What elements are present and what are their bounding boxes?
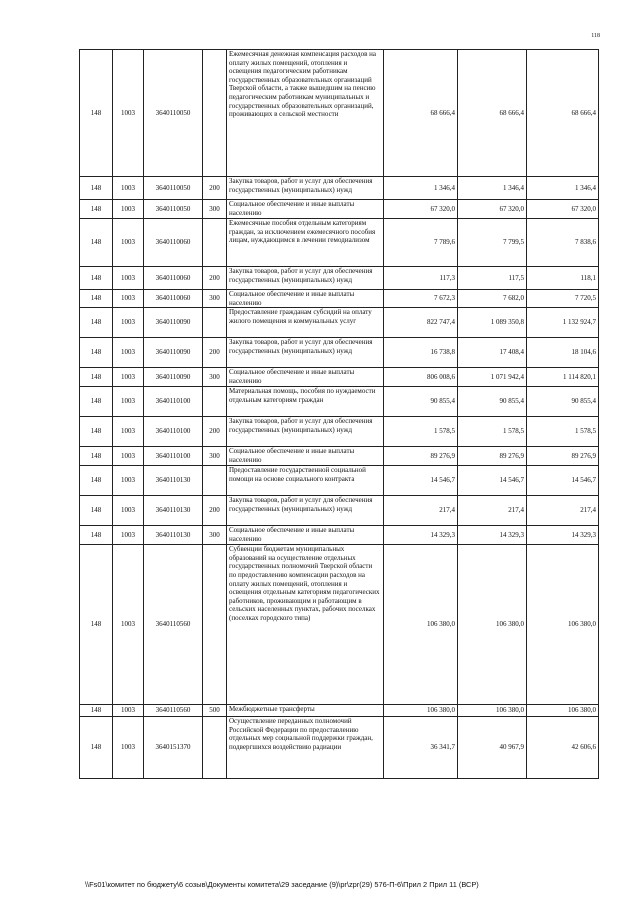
target-code-cell: 3640110060 [144, 267, 203, 290]
amount-year3-cell: 14 329,3 [527, 526, 599, 545]
target-code-cell: 3640110100 [144, 387, 203, 417]
description-cell: Закупка товаров, работ и услуг для обеспечения государственных (муниципальных) нужд [227, 267, 384, 290]
description-cell: Закупка товаров, работ и услуг для обеспечения государственных (муниципальных) нужд [227, 338, 384, 368]
page-number: 118 [591, 33, 600, 39]
target-code-cell: 3640110130 [144, 526, 203, 545]
section-code-cell: 1003 [113, 267, 144, 290]
target-code-cell: 3640110100 [144, 417, 203, 447]
expense-type-cell [203, 219, 227, 267]
expense-type-cell [203, 545, 227, 705]
table-row [80, 290, 599, 308]
description-cell: Социальное обеспечение и иные выплаты населению [227, 447, 384, 466]
amount-year3-cell: 217,4 [527, 496, 599, 526]
description-cell: Ежемесячная денежная компенсация расходов на оплату жилых помещений, отопления и освещения педагогическим работникам государственных образовательных организаций Тверской области, а также вышедшим на пенсию педагогическим работникам муниципальных и государственных образовательных организаций, проживающих в сельской местности [227, 50, 384, 177]
description-cell: Предоставление государственной социальной помощи на основе социального контракта [227, 466, 384, 496]
amount-year3-cell: 1 346,4 [527, 177, 599, 200]
description-cell: Социальное обеспечение и иные выплаты населению [227, 526, 384, 545]
amount-year2-cell: 1 089 350,8 [458, 308, 527, 338]
admin-code-cell: 148 [80, 447, 113, 466]
target-code-cell: 3640110130 [144, 466, 203, 496]
admin-code-cell: 148 [80, 219, 113, 267]
section-code-cell: 1003 [113, 290, 144, 308]
amount-year1-cell: 90 855,4 [384, 387, 458, 417]
expense-type-cell: 500 [203, 705, 227, 717]
target-code-cell: 3640110050 [144, 50, 203, 177]
description-cell: Закупка товаров, работ и услуг для обеспечения государственных (муниципальных) нужд [227, 496, 384, 526]
expense-type-cell [203, 50, 227, 177]
expense-type-cell: 200 [203, 267, 227, 290]
target-code-cell: 3640110560 [144, 545, 203, 705]
expense-type-cell [203, 466, 227, 496]
table-row [80, 496, 599, 526]
section-code-cell: 1003 [113, 417, 144, 447]
budget-table [79, 49, 599, 779]
amount-year3-cell: 106 380,0 [527, 545, 599, 705]
table-row [80, 50, 599, 177]
expense-type-cell: 200 [203, 338, 227, 368]
amount-year3-cell: 14 546,7 [527, 466, 599, 496]
expense-type-cell [203, 308, 227, 338]
target-code-cell: 3640110060 [144, 219, 203, 267]
table-row [80, 338, 599, 368]
admin-code-cell: 148 [80, 526, 113, 545]
target-code-cell: 3640110090 [144, 368, 203, 387]
amount-year2-cell: 1 071 942,4 [458, 368, 527, 387]
expense-type-cell: 200 [203, 177, 227, 200]
table-row [80, 387, 599, 417]
amount-year1-cell: 68 666,4 [384, 50, 458, 177]
section-code-cell: 1003 [113, 200, 144, 219]
expense-type-cell: 300 [203, 447, 227, 466]
section-code-cell: 1003 [113, 526, 144, 545]
section-code-cell: 1003 [113, 717, 144, 779]
table-row [80, 219, 599, 267]
table-row [80, 417, 599, 447]
admin-code-cell: 148 [80, 417, 113, 447]
amount-year3-cell: 7 720,5 [527, 290, 599, 308]
table-row [80, 526, 599, 545]
admin-code-cell: 148 [80, 308, 113, 338]
table-row [80, 545, 599, 705]
section-code-cell: 1003 [113, 308, 144, 338]
description-cell: Социальное обеспечение и иные выплаты населению [227, 368, 384, 387]
table-row [80, 177, 599, 200]
amount-year1-cell: 806 008,6 [384, 368, 458, 387]
admin-code-cell: 148 [80, 368, 113, 387]
target-code-cell: 3640110560 [144, 705, 203, 717]
admin-code-cell: 148 [80, 466, 113, 496]
amount-year3-cell: 90 855,4 [527, 387, 599, 417]
amount-year2-cell: 106 380,0 [458, 705, 527, 717]
section-code-cell: 1003 [113, 387, 144, 417]
section-code-cell: 1003 [113, 545, 144, 705]
description-cell: Субвенции бюджетам муниципальных образований на осуществление отдельных государственных полномочий Тверской области по предоставлению компенсации расходов на оплату жилых помещений, отопления и освещения отдельным категориям педагогических работников, проживающим и работающим в сельских населенных пунктах, рабочих поселках (поселках городского типа) [227, 545, 384, 705]
amount-year3-cell: 106 380,0 [527, 705, 599, 717]
expense-type-cell [203, 717, 227, 779]
target-code-cell: 3640110050 [144, 200, 203, 219]
amount-year1-cell: 7 789,6 [384, 219, 458, 267]
description-cell: Межбюджетные трансферты [227, 705, 384, 717]
admin-code-cell: 148 [80, 267, 113, 290]
expense-type-cell: 300 [203, 526, 227, 545]
section-code-cell: 1003 [113, 177, 144, 200]
description-cell: Социальное обеспечение и иные выплаты населению [227, 200, 384, 219]
amount-year2-cell: 68 666,4 [458, 50, 527, 177]
amount-year2-cell: 1 346,4 [458, 177, 527, 200]
amount-year1-cell: 36 341,7 [384, 717, 458, 779]
target-code-cell: 3640110090 [144, 308, 203, 338]
table-row [80, 267, 599, 290]
amount-year2-cell: 67 320,0 [458, 200, 527, 219]
amount-year3-cell: 89 276,9 [527, 447, 599, 466]
target-code-cell: 3640110130 [144, 496, 203, 526]
expense-type-cell: 300 [203, 290, 227, 308]
amount-year2-cell: 14 329,3 [458, 526, 527, 545]
admin-code-cell: 148 [80, 717, 113, 779]
table-row [80, 308, 599, 338]
amount-year1-cell: 14 329,3 [384, 526, 458, 545]
amount-year2-cell: 7 682,0 [458, 290, 527, 308]
section-code-cell: 1003 [113, 466, 144, 496]
target-code-cell: 3640110050 [144, 177, 203, 200]
description-cell: Социальное обеспечение и иные выплаты населению [227, 290, 384, 308]
amount-year1-cell: 1 578,5 [384, 417, 458, 447]
target-code-cell: 3640110090 [144, 338, 203, 368]
admin-code-cell: 148 [80, 705, 113, 717]
section-code-cell: 1003 [113, 50, 144, 177]
table-row [80, 717, 599, 779]
amount-year2-cell: 14 546,7 [458, 466, 527, 496]
amount-year3-cell: 18 104,6 [527, 338, 599, 368]
amount-year3-cell: 68 666,4 [527, 50, 599, 177]
amount-year3-cell: 67 320,0 [527, 200, 599, 219]
amount-year2-cell: 1 578,5 [458, 417, 527, 447]
section-code-cell: 1003 [113, 496, 144, 526]
section-code-cell: 1003 [113, 219, 144, 267]
amount-year1-cell: 67 320,0 [384, 200, 458, 219]
admin-code-cell: 148 [80, 387, 113, 417]
budget-table-body [80, 50, 599, 779]
target-code-cell: 3640110100 [144, 447, 203, 466]
amount-year3-cell: 7 838,6 [527, 219, 599, 267]
target-code-cell: 3640110060 [144, 290, 203, 308]
section-code-cell: 1003 [113, 368, 144, 387]
amount-year2-cell: 7 799,5 [458, 219, 527, 267]
expense-type-cell: 200 [203, 417, 227, 447]
description-cell: Закупка товаров, работ и услуг для обеспечения государственных (муниципальных) нужд [227, 177, 384, 200]
amount-year2-cell: 217,4 [458, 496, 527, 526]
admin-code-cell: 148 [80, 545, 113, 705]
table-row [80, 705, 599, 717]
amount-year3-cell: 42 606,6 [527, 717, 599, 779]
table-row [80, 368, 599, 387]
expense-type-cell: 200 [203, 496, 227, 526]
amount-year2-cell: 40 967,9 [458, 717, 527, 779]
amount-year1-cell: 1 346,4 [384, 177, 458, 200]
description-cell: Закупка товаров, работ и услуг для обеспечения государственных (муниципальных) нужд [227, 417, 384, 447]
admin-code-cell: 148 [80, 338, 113, 368]
amount-year1-cell: 106 380,0 [384, 705, 458, 717]
description-cell: Осуществление переданных полномочий Российской Федерации по предоставлению отдельных мер социальной поддержки граждан, подвергшихся воздействию радиации [227, 717, 384, 779]
amount-year3-cell: 1 578,5 [527, 417, 599, 447]
table-row [80, 200, 599, 219]
table-row [80, 447, 599, 466]
expense-type-cell: 300 [203, 368, 227, 387]
amount-year3-cell: 1 114 820,1 [527, 368, 599, 387]
amount-year1-cell: 14 546,7 [384, 466, 458, 496]
amount-year2-cell: 89 276,9 [458, 447, 527, 466]
expense-type-cell: 300 [203, 200, 227, 219]
description-cell: Ежемесячные пособия отдельным категориям граждан, за исключением ежемесячного пособия лицам, нуждающимся в лечении гемодиализом [227, 219, 384, 267]
amount-year1-cell: 217,4 [384, 496, 458, 526]
amount-year2-cell: 17 408,4 [458, 338, 527, 368]
admin-code-cell: 148 [80, 50, 113, 177]
section-code-cell: 1003 [113, 447, 144, 466]
file-path-footer: \\Fs01\комитет по бюджету\6 созыв\Документы комитета\29 заседание (9)\pr\zpr(29) 576-П-6\Прил 2 Прил 11 (ВСР) [85, 880, 479, 889]
admin-code-cell: 148 [80, 177, 113, 200]
description-cell: Предоставление гражданам субсидий на оплату жилого помещения и коммунальных услуг [227, 308, 384, 338]
admin-code-cell: 148 [80, 200, 113, 219]
section-code-cell: 1003 [113, 338, 144, 368]
amount-year3-cell: 1 132 924,7 [527, 308, 599, 338]
amount-year1-cell: 7 672,3 [384, 290, 458, 308]
section-code-cell: 1003 [113, 705, 144, 717]
amount-year1-cell: 117,3 [384, 267, 458, 290]
amount-year1-cell: 106 380,0 [384, 545, 458, 705]
admin-code-cell: 148 [80, 290, 113, 308]
expense-type-cell [203, 387, 227, 417]
description-cell: Материальная помощь, пособия по нуждаемости отдельным категориям граждан [227, 387, 384, 417]
target-code-cell: 3640151370 [144, 717, 203, 779]
amount-year2-cell: 90 855,4 [458, 387, 527, 417]
amount-year3-cell: 118,1 [527, 267, 599, 290]
amount-year2-cell: 117,5 [458, 267, 527, 290]
amount-year1-cell: 89 276,9 [384, 447, 458, 466]
table-row [80, 466, 599, 496]
amount-year1-cell: 822 747,4 [384, 308, 458, 338]
amount-year2-cell: 106 380,0 [458, 545, 527, 705]
amount-year1-cell: 16 738,8 [384, 338, 458, 368]
admin-code-cell: 148 [80, 496, 113, 526]
